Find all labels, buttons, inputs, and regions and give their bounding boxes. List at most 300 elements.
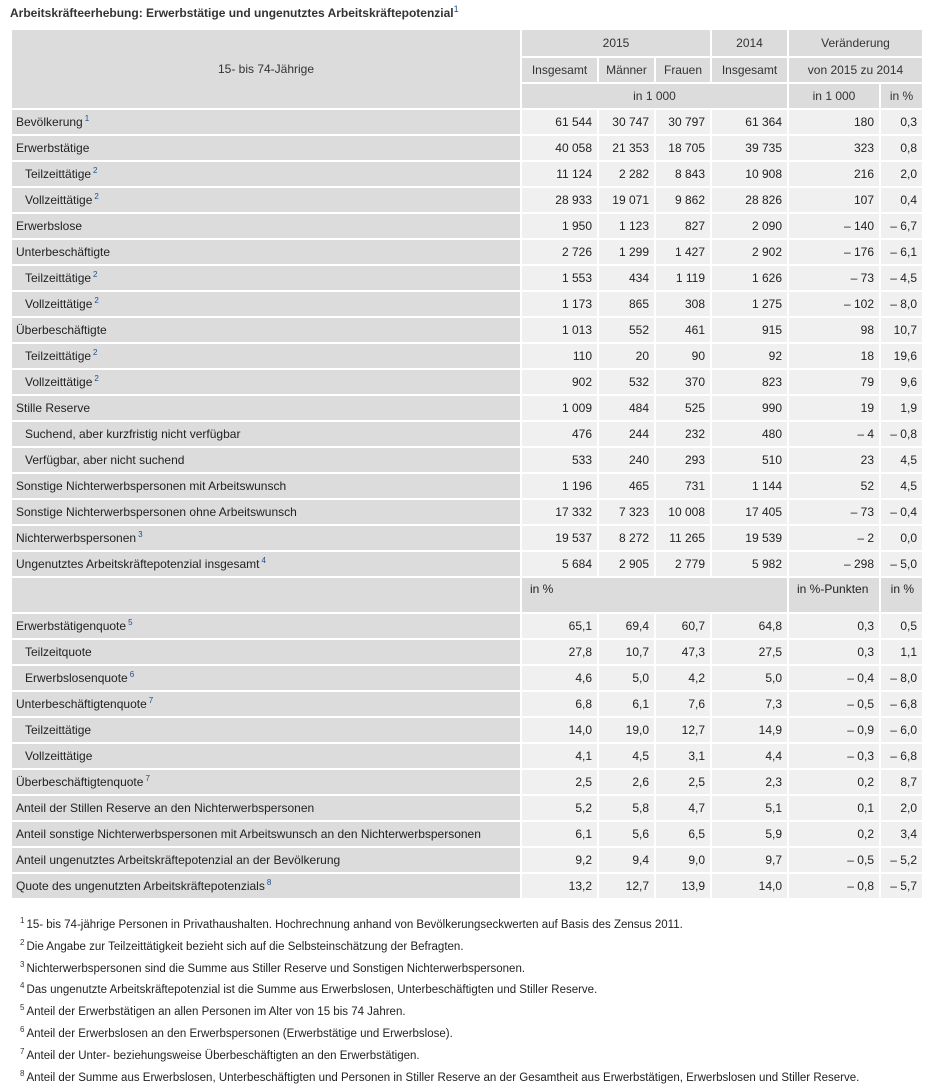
cell-value: 17 405 [712, 500, 787, 524]
row-label [12, 822, 520, 846]
footnote-link[interactable]: 2 [94, 192, 99, 201]
cell-value: 1 275 [712, 292, 787, 316]
row-label-text: Sonstige Nichterwerbspersonen mit Arbeitswunsch [16, 479, 287, 493]
row-label-text: Teilzeittätige [25, 167, 92, 181]
cell-value: 11 265 [656, 526, 710, 550]
footnote-link[interactable]: 5 [128, 618, 133, 627]
cell-value: 4,5 [881, 474, 922, 498]
row-label [12, 448, 520, 472]
cell-value: 525 [656, 396, 710, 420]
row-label-text: Vollzeittätige [25, 749, 93, 763]
cell-value: – 0,8 [789, 874, 879, 898]
cell-value: 1 144 [712, 474, 787, 498]
row-label [12, 474, 520, 498]
footnote-text: Anteil der Erwerbslosen an den Erwerbspersonen (Erwerbstätige und Erwerbslose). [26, 1027, 453, 1040]
table-row [12, 552, 922, 576]
header-col-frauen: Frauen [656, 58, 710, 82]
row-label-text: Teilzeittätige [25, 349, 92, 363]
cell-value: 5,6 [599, 822, 654, 846]
footnote-number: 3 [20, 959, 25, 969]
row-label-text: Anteil ungenutztes Arbeitskräftepotenzial an der Bevölkerung [16, 853, 341, 867]
table-row [12, 770, 922, 794]
header-unit-change-pct: in % [881, 84, 922, 108]
row-label-text: Erwerbstätige [16, 141, 90, 155]
row-label [12, 344, 520, 368]
row-label [12, 240, 520, 264]
table-row [12, 848, 922, 872]
table-row [12, 188, 922, 212]
cell-value: – 8,0 [881, 666, 922, 690]
row-label [12, 692, 520, 716]
cell-value: 2,6 [599, 770, 654, 794]
header-unit-abs: in 1 000 [522, 84, 787, 108]
cell-value: – 8,0 [881, 292, 922, 316]
header-change: Veränderung [789, 30, 922, 56]
cell-value: – 0,9 [789, 718, 879, 742]
cell-value: 0,3 [881, 110, 922, 134]
footnote-text: Nichterwerbspersonen sind die Summe aus Stiller Reserve und Sonstigen Nichterwerbspersonen. [26, 962, 526, 975]
cell-value: 5 982 [712, 552, 787, 576]
cell-value: 1 009 [522, 396, 597, 420]
cell-value: 7 323 [599, 500, 654, 524]
subheader-in-pct-points: in %-Punkten [789, 578, 879, 612]
table-row [12, 692, 922, 716]
row-label-text: Erwerbslosenquote [25, 671, 128, 685]
table-row [12, 240, 922, 264]
cell-value: 308 [656, 292, 710, 316]
cell-value: 2 905 [599, 552, 654, 576]
cell-value: 64,8 [712, 614, 787, 638]
cell-value: 6,1 [599, 692, 654, 716]
footnote-link[interactable]: 2 [93, 166, 98, 175]
row-label-text: Verfügbar, aber nicht suchend [25, 453, 185, 467]
cell-value: 11 124 [522, 162, 597, 186]
cell-value: 110 [522, 344, 597, 368]
row-label-text: Überbeschäftigte [16, 323, 107, 337]
table-row [12, 318, 922, 342]
cell-value: 90 [656, 344, 710, 368]
cell-value: – 5,2 [881, 848, 922, 872]
cell-value: – 0,5 [789, 848, 879, 872]
table-row [12, 396, 922, 420]
table-title-text: Arbeitskräfteerhebung: Erwerbstätige und ungenutztes Arbeitskräftepotenzial [10, 6, 454, 20]
row-label-text: Vollzeittätige [25, 297, 93, 311]
table-row [12, 110, 922, 134]
row-label [12, 214, 520, 238]
row-label [12, 370, 520, 394]
row-label [12, 136, 520, 160]
row-label-text: Vollzeittätige [25, 193, 93, 207]
cell-value: 1 123 [599, 214, 654, 238]
row-label-text: Suchend, aber kurzfristig nicht verfügbar [25, 427, 241, 441]
cell-value: 65,1 [522, 614, 597, 638]
cell-value: – 6,1 [881, 240, 922, 264]
cell-value: 1 013 [522, 318, 597, 342]
cell-value: 232 [656, 422, 710, 446]
row-label [12, 718, 520, 742]
cell-value: 990 [712, 396, 787, 420]
table-row [12, 500, 922, 524]
row-label [12, 614, 520, 638]
row-label [12, 874, 520, 898]
cell-value: 2 090 [712, 214, 787, 238]
cell-value: 4,4 [712, 744, 787, 768]
cell-value: 1 950 [522, 214, 597, 238]
footnote-text: Das ungenutzte Arbeitskräftepotenzial ist die Summe aus Erwerbslosen, Unterbeschäftigten und Stiller Reserve. [26, 984, 598, 997]
cell-value: 2,5 [522, 770, 597, 794]
table-row [12, 718, 922, 742]
row-label-text: Bevölkerung [16, 115, 83, 129]
header-unit-change-abs: in 1 000 [789, 84, 879, 108]
footnote-link[interactable]: 2 [94, 374, 99, 383]
header-change-sub: von 2015 zu 2014 [789, 58, 922, 82]
cell-value: 240 [599, 448, 654, 472]
cell-value: 0,2 [789, 770, 879, 794]
cell-value: 69,4 [599, 614, 654, 638]
cell-value: – 6,0 [881, 718, 922, 742]
cell-value: 1,9 [881, 396, 922, 420]
row-label-text: Nichterwerbspersonen [16, 531, 137, 545]
footnote-link[interactable]: 1 [84, 114, 90, 123]
cell-value: 9,7 [712, 848, 787, 872]
cell-value: 10 908 [712, 162, 787, 186]
row-label-text: Teilzeitquote [25, 645, 92, 659]
cell-value: 30 747 [599, 110, 654, 134]
table-row [12, 292, 922, 316]
cell-value: 1,1 [881, 640, 922, 664]
cell-value: 98 [789, 318, 879, 342]
cell-value: 18 705 [656, 136, 710, 160]
cell-value: 14,0 [522, 718, 597, 742]
cell-value: 6,8 [522, 692, 597, 716]
table-row [12, 614, 922, 638]
cell-value: 480 [712, 422, 787, 446]
row-label [12, 396, 520, 420]
cell-value: – 102 [789, 292, 879, 316]
cell-value: 484 [599, 396, 654, 420]
cell-value: 180 [789, 110, 879, 134]
footnote-link[interactable]: 6 [129, 670, 135, 679]
cell-value: 370 [656, 370, 710, 394]
cell-value: 476 [522, 422, 597, 446]
row-label-text: Unterbeschäftigtenquote [16, 697, 147, 711]
cell-value: 107 [789, 188, 879, 212]
cell-value: 0,3 [789, 614, 879, 638]
footnote-item [20, 956, 859, 978]
cell-value: – 5,7 [881, 874, 922, 898]
cell-value: 61 544 [522, 110, 597, 134]
cell-value: 8 272 [599, 526, 654, 550]
cell-value: 27,5 [712, 640, 787, 664]
cell-value: 5,2 [522, 796, 597, 820]
cell-value: 39 735 [712, 136, 787, 160]
cell-value: 461 [656, 318, 710, 342]
footnote-text: 15- bis 74-jährige Personen in Privathaushalten. Hochrechnung anhand von Bevölkerungseckwerten auf Basis des Zensus 2011. [26, 918, 683, 931]
cell-value: – 73 [789, 500, 879, 524]
subheader-in-pct: in % [522, 578, 787, 612]
table-row [12, 474, 922, 498]
cell-value: 4,1 [522, 744, 597, 768]
row-label-text: Erwerbslose [16, 219, 83, 233]
cell-value: 9,2 [522, 848, 597, 872]
footnote-number: 1 [20, 916, 25, 925]
cell-value: – 0,3 [789, 744, 879, 768]
cell-value: 510 [712, 448, 787, 472]
row-label [12, 422, 520, 446]
table-row [12, 448, 922, 472]
cell-value: 5,8 [599, 796, 654, 820]
cell-value: 1 299 [599, 240, 654, 264]
cell-value: 5 684 [522, 552, 597, 576]
row-label-text: Stille Reserve [16, 401, 91, 415]
table-subheader [12, 578, 922, 612]
cell-value: 533 [522, 448, 597, 472]
cell-value: 17 332 [522, 500, 597, 524]
cell-value: 19 [789, 396, 879, 420]
cell-value: 61 364 [712, 110, 787, 134]
cell-value: – 0,8 [881, 422, 922, 446]
footnote-item [20, 977, 859, 999]
cell-value: 865 [599, 292, 654, 316]
footnote-text: Die Angabe zur Teilzeittätigkeit bezieht sich auf die Selbsteinschätzung der Befragten. [26, 940, 464, 953]
footnote-item [20, 1065, 859, 1087]
row-label [12, 666, 520, 690]
cell-value: 902 [522, 370, 597, 394]
cell-value: 10 008 [656, 500, 710, 524]
cell-value: – 0,4 [789, 666, 879, 690]
row-label [12, 770, 520, 794]
cell-value: 9 862 [656, 188, 710, 212]
footnote-number: 7 [20, 1046, 25, 1056]
cell-value: 23 [789, 448, 879, 472]
cell-value: 1 173 [522, 292, 597, 316]
footnote-text: Anteil der Unter- beziehungsweise Überbeschäftigten an den Erwerbstätigen. [26, 1049, 420, 1062]
cell-value: – 73 [789, 266, 879, 290]
table-row [12, 136, 922, 160]
footnote-link[interactable]: 7 [145, 774, 150, 783]
row-label-text: Erwerbstätigenquote [16, 619, 127, 633]
cell-value: 532 [599, 370, 654, 394]
cell-value: 823 [712, 370, 787, 394]
cell-value: 14,9 [712, 718, 787, 742]
cell-value: – 4 [789, 422, 879, 446]
cell-value: 13,2 [522, 874, 597, 898]
footnote-link[interactable]: 2 [93, 348, 98, 357]
row-label [12, 552, 520, 576]
cell-value: 2 779 [656, 552, 710, 576]
header-year-2015: 2015 [522, 30, 710, 56]
cell-value: 40 058 [522, 136, 597, 160]
cell-value: 9,0 [656, 848, 710, 872]
row-label [12, 292, 520, 316]
cell-value: 4,7 [656, 796, 710, 820]
cell-value: 0,0 [881, 526, 922, 550]
cell-value: 9,6 [881, 370, 922, 394]
header-col-maenner: Männer [599, 58, 654, 82]
table-body-absolute [12, 110, 922, 576]
cell-value: 1 626 [712, 266, 787, 290]
cell-value: 323 [789, 136, 879, 160]
cell-value: 20 [599, 344, 654, 368]
cell-value: 19 537 [522, 526, 597, 550]
cell-value: 1 119 [656, 266, 710, 290]
row-label-text: Teilzeittätige [25, 271, 92, 285]
footnote-link[interactable]: 8 [266, 878, 272, 887]
cell-value: 244 [599, 422, 654, 446]
footnote-text: Anteil der Erwerbstätigen an allen Personen im Alter von 15 bis 74 Jahren. [26, 1006, 406, 1019]
cell-value: 28 826 [712, 188, 787, 212]
cell-value: 47,3 [656, 640, 710, 664]
footnote-item [20, 999, 859, 1021]
cell-value: – 0,5 [789, 692, 879, 716]
cell-value: 2 902 [712, 240, 787, 264]
cell-value: 293 [656, 448, 710, 472]
cell-value: 4,6 [522, 666, 597, 690]
row-label-text: Quote des ungenutzten Arbeitskräftepotenzials [16, 879, 265, 893]
cell-value: 12,7 [656, 718, 710, 742]
cell-value: 827 [656, 214, 710, 238]
cell-value: 0,5 [881, 614, 922, 638]
header-row-label: 15- bis 74-Jährige [12, 30, 520, 108]
cell-value: 0,3 [789, 640, 879, 664]
footnote-number: 5 [20, 1003, 25, 1013]
cell-value: 0,8 [881, 136, 922, 160]
cell-value: – 176 [789, 240, 879, 264]
cell-value: 10,7 [881, 318, 922, 342]
cell-value: – 2 [789, 526, 879, 550]
table-row [12, 796, 922, 820]
table-row [12, 640, 922, 664]
cell-value: 2 282 [599, 162, 654, 186]
cell-value: 52 [789, 474, 879, 498]
cell-value: 12,7 [599, 874, 654, 898]
footnote-link[interactable]: 3 [138, 530, 143, 539]
cell-value: 27,8 [522, 640, 597, 664]
cell-value: 21 353 [599, 136, 654, 160]
cell-value: – 6,8 [881, 744, 922, 768]
footnote-number: 6 [20, 1025, 25, 1035]
footnote-item [20, 1021, 859, 1043]
cell-value: – 0,4 [881, 500, 922, 524]
table-row [12, 822, 922, 846]
footnote-link[interactable]: 2 [94, 296, 99, 305]
cell-value: 8,7 [881, 770, 922, 794]
row-label-text: Unterbeschäftigte [16, 245, 111, 259]
cell-value: 5,1 [712, 796, 787, 820]
cell-value: 3,1 [656, 744, 710, 768]
row-label-text: Sonstige Nichterwerbspersonen ohne Arbeitswunsch [16, 505, 297, 519]
row-label [12, 848, 520, 872]
row-label [12, 318, 520, 342]
cell-value: 915 [712, 318, 787, 342]
cell-value: 10,7 [599, 640, 654, 664]
cell-value: 19,6 [881, 344, 922, 368]
cell-value: 2 726 [522, 240, 597, 264]
title-footnote-link[interactable]: 1 [453, 4, 459, 14]
table-row [12, 526, 922, 550]
cell-value: – 298 [789, 552, 879, 576]
cell-value: 7,6 [656, 692, 710, 716]
cell-value: 28 933 [522, 188, 597, 212]
table-row [12, 162, 922, 186]
row-label [12, 500, 520, 524]
cell-value: 3,4 [881, 822, 922, 846]
table-row [12, 666, 922, 690]
table-row [12, 214, 922, 238]
footnote-number: 2 [20, 937, 25, 947]
cell-value: 0,1 [789, 796, 879, 820]
row-label-text: Ungenutztes Arbeitskräftepotenzial insgesamt [16, 557, 260, 571]
cell-value: 92 [712, 344, 787, 368]
footnote-number: 8 [20, 1068, 25, 1078]
cell-value: 1 427 [656, 240, 710, 264]
row-label-text: Anteil sonstige Nichterwerbspersonen mit Arbeitswunsch an den Nichterwerbspersonen [16, 827, 481, 841]
cell-value: 4,5 [881, 448, 922, 472]
cell-value: 19,0 [599, 718, 654, 742]
cell-value: – 4,5 [881, 266, 922, 290]
cell-value: 79 [789, 370, 879, 394]
cell-value: 18 [789, 344, 879, 368]
header-col-insgesamt-2014: Insgesamt [712, 58, 787, 82]
cell-value: – 6,7 [881, 214, 922, 238]
cell-value: 552 [599, 318, 654, 342]
cell-value: 6,1 [522, 822, 597, 846]
footnote-item [20, 934, 859, 956]
cell-value: 7,3 [712, 692, 787, 716]
cell-value: 60,7 [656, 614, 710, 638]
footnote-item [20, 1043, 859, 1065]
cell-value: 4,2 [656, 666, 710, 690]
cell-value: 5,9 [712, 822, 787, 846]
row-label [12, 162, 520, 186]
footnote-link[interactable]: 2 [93, 270, 98, 279]
footnote-text: Anteil der Summe aus Erwerbslosen, Unterbeschäftigten und Personen in Stiller Reserve an der Gesamtheit aus Erwerbstätigen, Erwerbslosen und Stiller Reserve. [26, 1071, 860, 1084]
table-row [12, 344, 922, 368]
cell-value: 2,0 [881, 796, 922, 820]
row-label [12, 796, 520, 820]
data-table [10, 28, 924, 900]
cell-value: 2,5 [656, 770, 710, 794]
table-row [12, 874, 922, 898]
cell-value: 434 [599, 266, 654, 290]
table-title [10, 4, 459, 20]
footnote-link[interactable]: 4 [261, 556, 266, 565]
footnote-item [20, 912, 859, 934]
row-label [12, 526, 520, 550]
cell-value: – 6,8 [881, 692, 922, 716]
footnote-number: 4 [20, 981, 25, 991]
cell-value: 30 797 [656, 110, 710, 134]
cell-value: 13,9 [656, 874, 710, 898]
table-row [12, 422, 922, 446]
row-label-text: Überbeschäftigtenquote [16, 775, 144, 789]
cell-value: – 5,0 [881, 552, 922, 576]
cell-value: 5,0 [712, 666, 787, 690]
cell-value: 465 [599, 474, 654, 498]
row-label [12, 188, 520, 212]
cell-value: 8 843 [656, 162, 710, 186]
cell-value: 0,2 [789, 822, 879, 846]
footnote-link[interactable]: 7 [148, 696, 154, 705]
cell-value: 5,0 [599, 666, 654, 690]
cell-value: 216 [789, 162, 879, 186]
header-year-2014: 2014 [712, 30, 787, 56]
cell-value: 2,3 [712, 770, 787, 794]
cell-value: 19 539 [712, 526, 787, 550]
table-row [12, 266, 922, 290]
cell-value: 9,4 [599, 848, 654, 872]
row-label-text: Vollzeittätige [25, 375, 93, 389]
